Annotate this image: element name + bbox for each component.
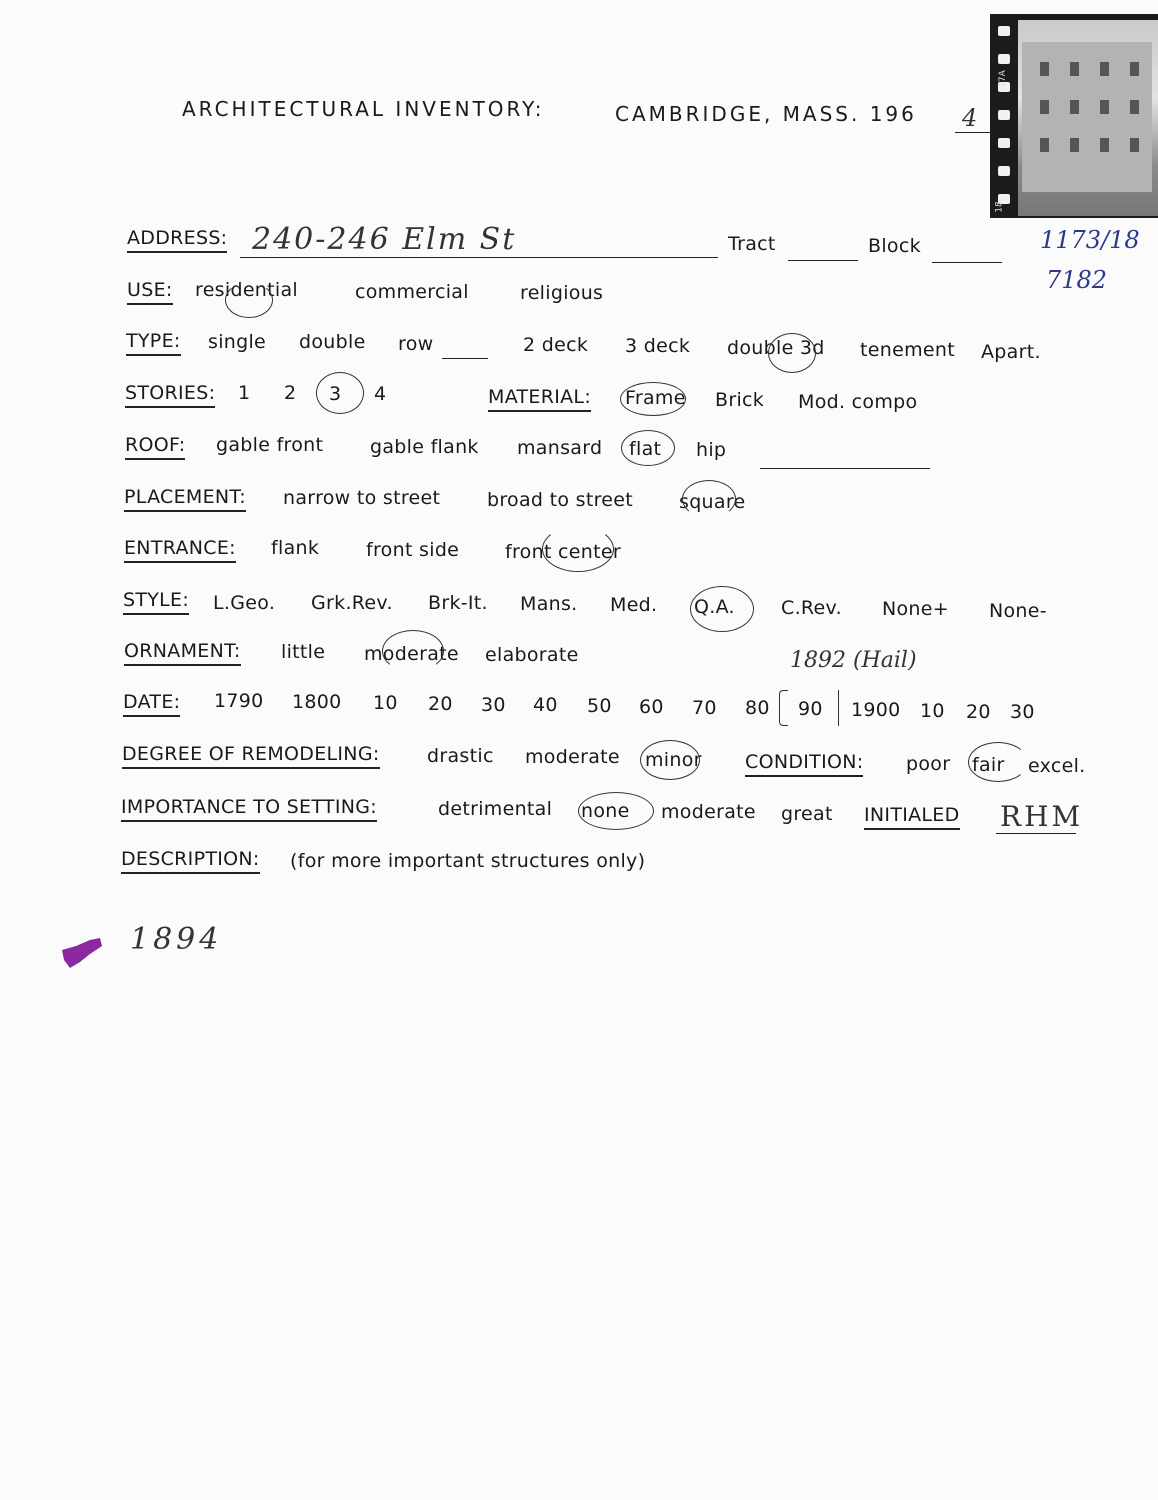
date-bracket-right — [838, 690, 843, 726]
use-option: commercial — [355, 281, 469, 303]
remodeling-option: drastic — [427, 745, 494, 767]
roof-option: flat — [629, 438, 662, 460]
tract-label: Tract — [728, 233, 776, 255]
ornament-label: ORNAMENT: — [124, 640, 241, 666]
style-option: Q.A. — [694, 596, 735, 618]
condition-label: CONDITION: — [745, 751, 863, 777]
placement-label: PLACEMENT: — [124, 486, 246, 512]
selection-circle — [620, 382, 686, 416]
remodeling-option: minor — [645, 749, 702, 771]
style-option: Brk-It. — [428, 592, 488, 614]
date-option: 50 — [587, 695, 612, 717]
block-label: Block — [868, 235, 921, 257]
date-option: 90 — [798, 698, 823, 720]
use-option: religious — [520, 282, 604, 304]
form-place: CAMBRIDGE, MASS. 196 — [615, 102, 917, 126]
purple-ink-mark — [60, 936, 104, 970]
use-label: USE: — [127, 279, 173, 305]
stories-option: 1 — [238, 382, 251, 404]
initialed-value: RHM — [1000, 800, 1084, 833]
importance-option: detrimental — [438, 798, 553, 820]
roof-option: hip — [696, 439, 727, 461]
entrance-label: ENTRANCE: — [124, 537, 236, 563]
style-label: STYLE: — [123, 589, 189, 615]
selection-circle — [682, 480, 736, 518]
entrance-option: front side — [366, 539, 460, 561]
stories-label: STORIES: — [125, 382, 215, 408]
date-option: 10 — [920, 700, 945, 722]
date-option: 40 — [533, 694, 558, 716]
ornament-option: little — [281, 641, 326, 663]
type-option: single — [208, 331, 267, 353]
style-option: L.Geo. — [213, 592, 276, 614]
photo-image — [1018, 20, 1158, 216]
year-digit: 4 — [962, 104, 978, 132]
style-option: None+ — [882, 598, 949, 620]
placement-option: narrow to street — [283, 487, 441, 509]
selection-circle — [316, 372, 364, 414]
address-line — [240, 257, 718, 258]
importance-option: great — [781, 803, 833, 825]
ornament-option: elaborate — [485, 644, 579, 666]
date-option: 1790 — [214, 690, 264, 712]
row-line — [442, 358, 488, 359]
style-option: Grk.Rev. — [311, 592, 393, 614]
importance-option: moderate — [661, 801, 756, 823]
initialed-label: INITIALED — [864, 804, 960, 830]
remodeling-option: moderate — [525, 746, 620, 768]
style-option: Mans. — [520, 593, 578, 615]
date-label: DATE: — [123, 691, 180, 717]
selection-circle — [382, 630, 444, 672]
reference-number-1: 1173/18 — [1040, 226, 1140, 254]
type-option: Apart. — [981, 341, 1041, 363]
type-option: 2 deck — [523, 334, 589, 356]
roof-option: gable flank — [370, 436, 479, 458]
roof-label: ROOF: — [125, 434, 185, 460]
type-label: TYPE: — [126, 330, 181, 356]
address-label: ADDRESS: — [127, 227, 227, 253]
use-option: residential — [195, 279, 299, 301]
condition-option: excel. — [1028, 755, 1086, 777]
type-option: 3 deck — [625, 335, 691, 357]
date-option: 30 — [481, 694, 506, 716]
date-option: 30 — [1010, 701, 1035, 723]
selection-circle — [225, 282, 273, 318]
description-handwritten: 1894 — [130, 922, 223, 957]
selection-circle — [578, 792, 654, 830]
style-option: None- — [989, 600, 1047, 622]
roof-option: mansard — [517, 437, 603, 459]
date-option: 80 — [745, 697, 770, 719]
importance-option: none — [581, 800, 630, 822]
material-option: Mod. compo — [798, 391, 918, 413]
selection-circle — [690, 586, 754, 632]
stories-option: 3 — [329, 383, 342, 405]
type-option: double — [299, 331, 366, 353]
date-bracket-left — [779, 690, 788, 726]
selection-circle — [968, 742, 1028, 782]
date-option: 70 — [692, 697, 717, 719]
entrance-option: front center — [505, 541, 621, 563]
remodeling-label: DEGREE OF REMODELING: — [122, 743, 380, 769]
selection-circle — [768, 333, 816, 373]
description-note: (for more important structures only) — [290, 850, 646, 872]
type-option: tenement — [860, 339, 955, 361]
date-option: 20 — [428, 693, 453, 715]
date-option: 10 — [373, 692, 398, 714]
tract-line — [788, 260, 858, 261]
address-value: 240-246 Elm St — [252, 222, 517, 257]
placement-option: square — [679, 491, 746, 513]
type-option: row — [398, 333, 434, 355]
stories-option: 4 — [374, 383, 387, 405]
style-option: C.Rev. — [781, 597, 842, 619]
film-frame-bottom: 18 — [994, 201, 1005, 213]
type-option: double 3d — [727, 337, 825, 359]
initialed-line — [996, 833, 1076, 834]
building-photo — [990, 14, 1158, 218]
importance-label: IMPORTANCE TO SETTING: — [121, 796, 377, 822]
reference-number-2: 7182 — [1046, 266, 1108, 294]
selection-circle — [621, 430, 675, 466]
material-option: Brick — [715, 389, 765, 411]
date-option: 1800 — [292, 691, 342, 713]
material-option: Frame — [625, 387, 686, 409]
placement-option: broad to street — [487, 489, 634, 511]
entrance-option: flank — [271, 537, 320, 559]
selection-circle — [640, 740, 700, 780]
form-title: ARCHITECTURAL INVENTORY: — [182, 97, 545, 121]
block-line — [932, 262, 1002, 263]
material-label: MATERIAL: — [488, 386, 591, 412]
date-option: 20 — [966, 701, 991, 723]
description-label: DESCRIPTION: — [121, 848, 260, 874]
style-option: Med. — [610, 594, 658, 616]
selection-circle — [542, 526, 614, 572]
film-frame-top: 17A — [997, 70, 1008, 88]
date-option: 60 — [639, 696, 664, 718]
stories-option: 2 — [284, 382, 297, 404]
date-option: 1900 — [851, 699, 901, 721]
condition-option: fair — [972, 754, 1005, 776]
roof-other-line — [760, 468, 930, 469]
year-underline — [955, 132, 990, 133]
date-note: 1892 (Hail) — [790, 648, 917, 673]
ornament-option: moderate — [364, 643, 459, 665]
condition-option: poor — [906, 753, 951, 775]
roof-option: gable front — [216, 434, 324, 456]
